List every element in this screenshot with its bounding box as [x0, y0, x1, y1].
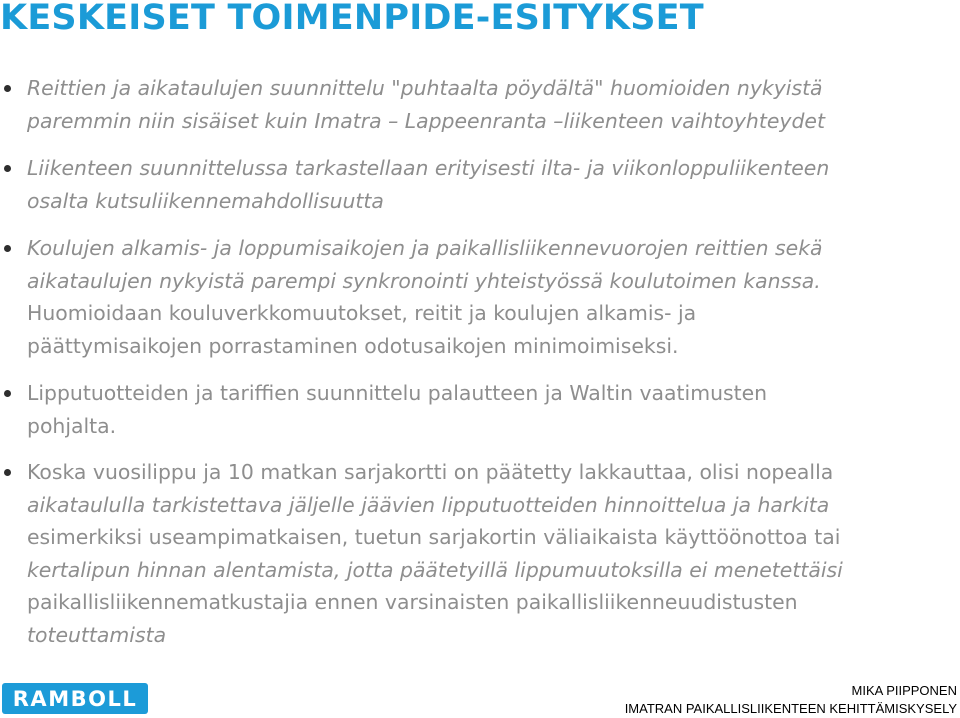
bullet-text-line: paikallisliikennematkustajia ennen varsinaisten paikallisliikenneuudistusten: [27, 590, 798, 614]
bullet-item: [0, 456, 960, 651]
bullet-marker: [4, 245, 11, 252]
bullet-text-line: Koska vuosilippu ja 10 matkan sarjakortti on päätetty lakkauttaa, olisi nopealla: [27, 460, 834, 484]
bullet-text-line: Reittien ja aikataulujen suunnittelu "puhtaalta pöydältä" huomioiden nykyistä: [27, 76, 823, 100]
bullet-item: [0, 72, 960, 137]
slide-title: KESKEISET TOIMENPIDE-ESITYKSET: [0, 0, 704, 38]
bullet-text-line: kertalipun hinnan alentamista, jotta päätetyillä lippumuutoksilla ei menetettäisi: [27, 557, 843, 582]
bullet-text-line: pohjalta.: [27, 413, 117, 438]
bullet-text-line: Huomioidaan kouluverkkomuutokset, reitit ja koulujen alkamis- ja: [27, 301, 697, 325]
bullet-text-line: esimerkiksi useampimatkaisen, tuetun sarjakortin väliaikaista käyttöönottoa tai: [27, 525, 841, 549]
bullet-item: [0, 377, 960, 442]
bullet-marker: [4, 390, 11, 397]
bullet-text-line: aikataululla tarkistettava jäljelle jäävien lipputuotteiden hinnoittelua ja harkita: [27, 492, 830, 517]
bullet-text-line: aikataulujen nykyistä parempi synkronointi yhteistyössä koulutoimen kanssa.: [27, 268, 821, 293]
bullet-marker: [4, 469, 11, 476]
footer-project-name: IMATRAN PAIKALLISLIIKENTEEN KEHITTÄMISKYSELY: [624, 701, 957, 716]
bullet-text-line: paremmin niin sisäiset kuin Imatra – Lappeenranta –liikenteen vaihtoyhteydet: [27, 108, 825, 133]
bullet-item: [0, 152, 960, 217]
bullet-text-line: päättymisaikojen porrastaminen odotusaikojen minimoimiseksi.: [27, 333, 679, 358]
bullet-text-line: Liikenteen suunnittelussa tarkastellaan erityisesti ilta- ja viikonloppuliikenteen: [27, 156, 830, 180]
bullet-text-line: toteuttamista: [27, 622, 167, 647]
bullet-text-line: osalta kutsuliikennemahdollisuutta: [27, 188, 384, 213]
bullet-text-line: Koulujen alkamis- ja loppumisaikojen ja paikallisliikennevuorojen reittien sekä: [27, 236, 823, 260]
footer-author: MIKA PIIPPONEN: [851, 683, 957, 698]
ramboll-logo: RAMBOLL: [2, 683, 148, 714]
bullet-marker: [4, 85, 11, 92]
bullet-text-line: Lipputuotteiden ja tariffien suunnittelu palautteen ja Waltin vaatimusten: [27, 381, 768, 405]
bullet-marker: [4, 165, 11, 172]
bullet-item: [0, 232, 960, 362]
bullet-list: [0, 72, 960, 651]
